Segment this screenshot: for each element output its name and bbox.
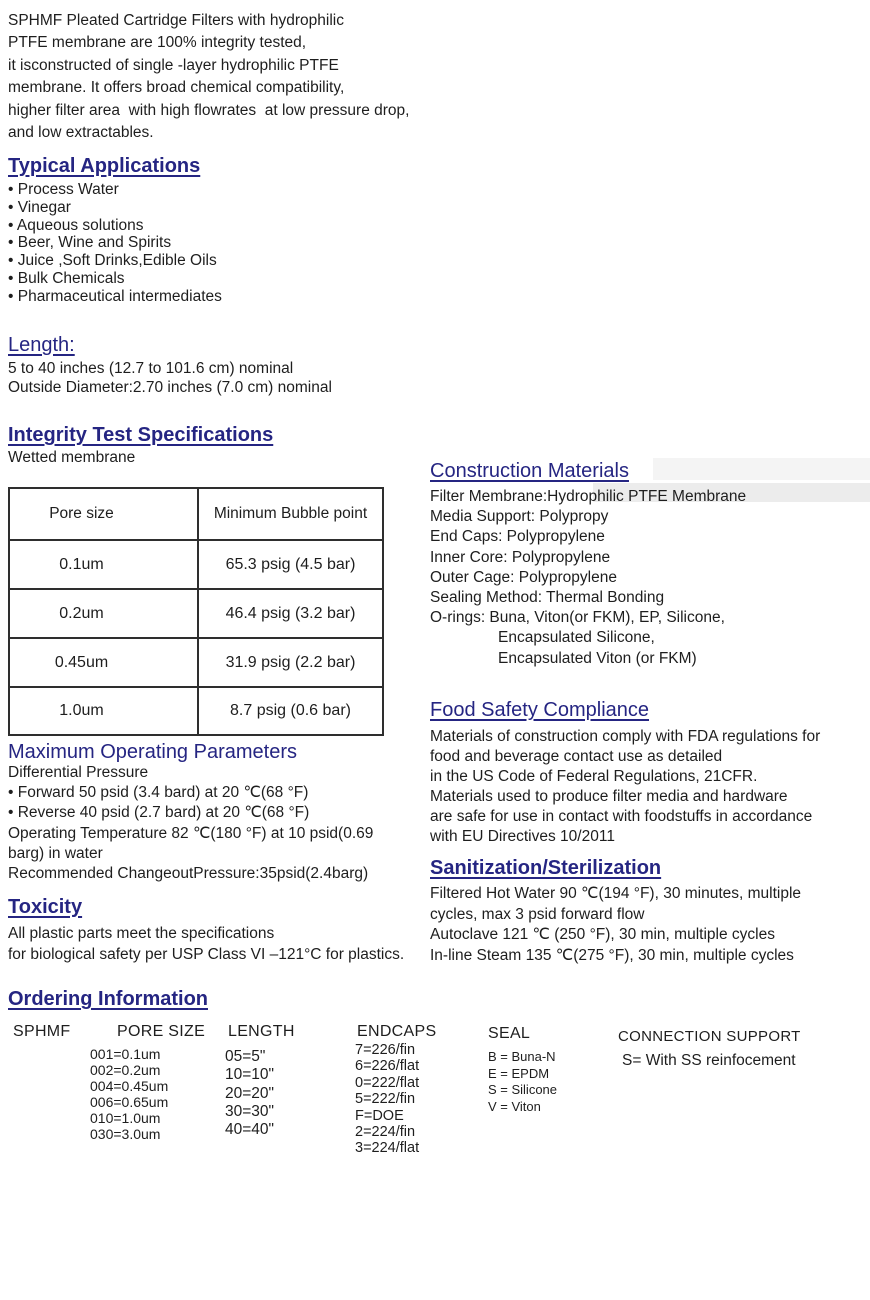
ordering-col-endcaps: [355, 1042, 419, 1157]
ordering-option: 001=0.1um: [90, 1046, 161, 1062]
text-line: Filter Membrane:Hydrophilic PTFE Membrane: [430, 488, 747, 505]
ordering-option: 6=226/flat: [355, 1058, 420, 1075]
length-text: [8, 360, 332, 397]
construction-materials-text: [430, 487, 746, 669]
text-line: End Caps: Polypropylene: [430, 528, 605, 546]
list-item: • Juice ,Soft Drinks,Edible Oils: [8, 252, 217, 270]
ordering-option: E = EPDM: [488, 1065, 550, 1081]
bubble-point-table: [8, 487, 384, 736]
list-item: • Pharmaceutical intermediates: [8, 287, 222, 305]
ordering-option: 010=1.0um: [90, 1110, 161, 1126]
text-line: Filtered Hot Water 90 ℃(194 °F), 30 minutes, multiple: [430, 885, 802, 902]
sanitization-text: [430, 884, 801, 966]
intro-paragraph: [8, 10, 409, 144]
ordering-option: 5=222/fin: [355, 1091, 416, 1108]
integrity-heading: Integrity Test Specifications: [8, 424, 274, 446]
ordering-model-code: SPHMF: [13, 1023, 71, 1040]
text-line: higher filter area with high flowrates at low pressure drop,: [8, 101, 410, 119]
ordering-col-header-connection-support: CONNECTION SUPPORT: [618, 1028, 801, 1045]
table-cell: 0.45um: [10, 637, 197, 686]
table-cell: 31.9 psig (2.2 bar): [197, 637, 382, 686]
ordering-option: 002=0.2um: [90, 1062, 161, 1078]
text-line: it isconstructed of single -layer hydrophilic PTFE: [8, 56, 339, 74]
text-line: Materials used to produce filter media and hardware: [430, 788, 788, 805]
text-line: cycles, max 3 psid forward flow: [430, 905, 645, 923]
ordering-col-pore-size: [90, 1046, 168, 1142]
table-cell: 8.7 psig (0.6 bar): [197, 686, 382, 734]
ordering-option: V = Viton: [488, 1098, 541, 1114]
table-cell: 0.1um: [10, 539, 197, 588]
list-item: • Vinegar: [8, 198, 71, 216]
ordering-col-header-endcaps: ENDCAPS: [357, 1023, 437, 1040]
ordering-col-header-pore-size: PORE SIZE: [117, 1023, 206, 1040]
ordering-connection-support-note: S= With SS reinfocement: [622, 1052, 796, 1069]
text-line: membrane. It offers broad chemical compatibility,: [8, 79, 345, 97]
text-line: Encapsulated Silicone,: [498, 629, 655, 647]
sanitization-heading: Sanitization/Sterilization: [430, 857, 662, 879]
table-cell: 1.0um: [10, 686, 197, 734]
typical-applications-heading: Typical Applications: [8, 155, 201, 177]
table-cell: 0.2um: [10, 588, 197, 637]
text-line: Recommended ChangeoutPressure:35psid(2.4barg): [8, 865, 369, 883]
ordering-col-length: [225, 1048, 274, 1139]
ordering-option: 2=224/fin: [355, 1124, 416, 1141]
ordering-information-heading: Ordering Information: [8, 988, 208, 1010]
ordering-col-header-seal: SEAL: [488, 1025, 531, 1042]
ordering-option: 006=0.65um: [90, 1094, 169, 1110]
text-line: Differential Pressure: [8, 764, 149, 781]
text-line: Materials of construction comply with FDA regulations for: [430, 728, 821, 745]
list-item: • Process Water: [8, 181, 119, 198]
list-item: • Beer, Wine and Spirits: [8, 234, 172, 252]
construction-materials-heading: Construction Materials: [430, 460, 629, 482]
text-line: Outer Cage: Polypropylene: [430, 568, 617, 586]
ordering-option: 05=5": [225, 1048, 266, 1065]
text-line: O-rings: Buna, Viton(or FKM), EP, Silicone,: [430, 609, 725, 627]
ordering-option: 3=224/flat: [355, 1140, 420, 1157]
text-line: barg) in water: [8, 844, 103, 862]
text-line: All plastic parts meet the specifications: [8, 925, 275, 942]
text-line: for biological safety per USP Class VI –121°C for plastics.: [8, 945, 405, 963]
text-line: with EU Directives 10/2011: [430, 828, 615, 845]
text-line: in the US Code of Federal Regulations, 21CFR.: [430, 768, 758, 785]
toxicity-heading: Toxicity: [8, 896, 83, 918]
list-item: • Bulk Chemicals: [8, 269, 125, 287]
text-line: SPHMF Pleated Cartridge Filters with hydrophilic: [8, 12, 344, 29]
text-line: • Reverse 40 psid (2.7 bard) at 20 ℃(68 °F): [8, 804, 310, 822]
ordering-option: 7=226/fin: [355, 1042, 416, 1058]
ordering-option: 030=3.0um: [90, 1126, 161, 1142]
ordering-col-seal: [488, 1049, 557, 1115]
text-line: and low extractables.: [8, 124, 154, 142]
max-operating-text: [8, 763, 373, 884]
ordering-option: B = Buna-N: [488, 1049, 556, 1064]
text-line: 5 to 40 inches (12.7 to 101.6 cm) nominal: [8, 360, 294, 377]
typical-applications-list: [8, 181, 222, 306]
ordering-option: 10=10": [225, 1066, 275, 1084]
ordering-option: 30=30": [225, 1102, 275, 1120]
text-line: food and beverage contact use as detailed: [430, 748, 723, 765]
integrity-subtitle: Wetted membrane: [8, 449, 136, 466]
watermark-patch: [653, 458, 870, 480]
ordering-option: S = Silicone: [488, 1082, 558, 1098]
ordering-option: F=DOE: [355, 1107, 404, 1124]
food-safety-heading: Food Safety Compliance: [430, 699, 650, 721]
table-header-pore-size: Pore size: [49, 505, 114, 522]
text-line: Sealing Method: Thermal Bonding: [430, 589, 665, 607]
text-line: Operating Temperature 82 ℃(180 °F) at 10 psid(0.69: [8, 824, 374, 842]
ordering-option: 40=40": [225, 1121, 275, 1139]
text-line: Media Support: Polypropy: [430, 508, 609, 526]
ordering-option: 004=0.45um: [90, 1078, 169, 1094]
toxicity-text: [8, 924, 404, 965]
text-line: Outside Diameter:2.70 inches (7.0 cm) nominal: [8, 378, 332, 396]
text-line: Autoclave 121 ℃ (250 °F), 30 min, multiple cycles: [430, 926, 775, 943]
ordering-option: 20=20": [225, 1084, 275, 1102]
text-line: Encapsulated Viton (or FKM): [498, 649, 697, 667]
text-line: are safe for use in contact with foodstuffs in accordance: [430, 808, 813, 825]
text-line: • Forward 50 psid (3.4 bard) at 20 ℃(68 °F): [8, 784, 309, 802]
food-safety-text: [430, 727, 820, 847]
table-cell: 65.3 psig (4.5 bar): [197, 539, 382, 588]
text-line: In-line Steam 135 ℃(275 °F), 30 min, multiple cycles: [430, 946, 794, 964]
table-cell: 46.4 psig (3.2 bar): [197, 588, 382, 637]
text-line: Inner Core: Polypropylene: [430, 548, 611, 566]
length-heading: Length:: [8, 334, 75, 356]
max-operating-heading: Maximum Operating Parameters: [8, 741, 297, 763]
text-line: PTFE membrane are 100% integrity tested,: [8, 34, 307, 52]
ordering-col-header-length: LENGTH: [228, 1023, 295, 1040]
table-header-bubble-point: Minimum Bubble point: [197, 489, 382, 539]
list-item: • Aqueous solutions: [8, 216, 144, 234]
ordering-option: 0=222/flat: [355, 1074, 420, 1091]
